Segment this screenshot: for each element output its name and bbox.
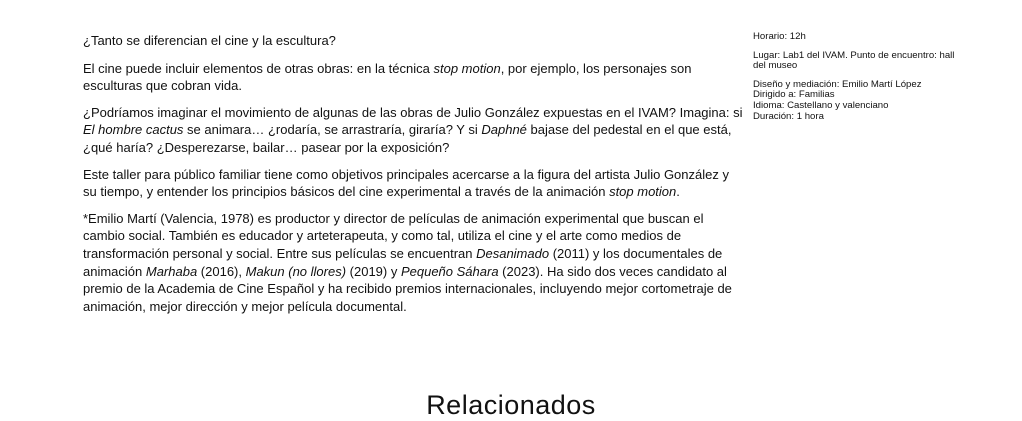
- info-location: Lugar: Lab1 del IVAM. Punto de encuentro: hall del museo: [753, 49, 955, 72]
- paragraph-imagine: [83, 104, 743, 157]
- intro-question: ¿Tanto se diferencian el cine y la escultura?: [83, 33, 336, 48]
- info-audience: Dirigido a: Familias: [753, 89, 835, 101]
- emphasis-stop-motion: stop motion: [433, 60, 501, 76]
- emphasis-stop-motion: stop motion: [609, 184, 677, 200]
- emphasis-artwork-title: El hombre cactus: [83, 122, 184, 138]
- paragraph-text: .: [676, 184, 680, 200]
- paragraph-text: (2011) y los documentales de animación: [83, 245, 723, 279]
- emphasis-artwork-title: Daphné: [481, 122, 527, 138]
- info-design: Diseño y mediación: Emilio Martí López: [753, 78, 922, 90]
- paragraph-workshop-goals: [83, 166, 743, 201]
- paragraph-text: (2016),: [197, 263, 246, 279]
- emphasis-film-title: Marhaba: [145, 263, 198, 279]
- paragraph-text: (2019) y: [346, 263, 401, 279]
- article-body: [83, 32, 743, 324]
- event-info-sidebar: [753, 32, 963, 130]
- info-details: [753, 80, 963, 122]
- paragraph-text: ¿Podríamos imaginar el movimiento de algunas de las obras de Julio González expuestas en el IVAM? Imagina: si: [83, 104, 743, 120]
- emphasis-film-title: Makun (no llores): [245, 263, 347, 279]
- related-section-title: Relacionados: [426, 390, 596, 420]
- paragraph-text: *Emilio Martí (Valencia, 1978) es productor y director de películas de animación experimental que buscan el cambio social. También es educador y arteterapeuta, y como tal, utiliza el cine y el arte como medios de transformación personal y social. Entre sus películas se encuentran: [83, 210, 704, 261]
- paragraph-text: Este taller para público familiar tiene como objetivos principales acercarse a la figura del artista Julio González y su tiempo, y entender los principios básicos del cine experimental a través de la animación: [83, 166, 729, 200]
- info-schedule: Horario: 12h: [753, 31, 806, 42]
- paragraph-text: El cine puede incluir elementos de otras obras: en la técnica: [83, 60, 434, 76]
- paragraph-stop-motion: [83, 60, 743, 95]
- info-duration: Duración: 1 hora: [753, 110, 824, 122]
- emphasis-film-title: Desanimado: [476, 245, 550, 261]
- info-language: Idioma: Castellano y valenciano: [753, 99, 889, 111]
- paragraph-author-bio: [83, 210, 743, 316]
- emphasis-film-title: Pequeño Sáhara: [400, 263, 499, 279]
- paragraph-text: se animara… ¿rodaría, se arrastraría, giraría? Y si: [183, 122, 482, 138]
- paragraph-text: bajase del pedestal en el que está, ¿qué haría? ¿Desperezarse, bailar… pasear por la exposición?: [83, 122, 732, 155]
- paragraph-text: (2023). Ha sido dos veces candidato al premio de la Academia de Cine Español y ha recibido premios internacionales, incluyendo mejor cortometraje de animación, mejor dirección y mejor película documental.: [83, 263, 732, 314]
- paragraph-text: , por ejemplo, los personajes son esculturas que cobran vida.: [83, 60, 692, 94]
